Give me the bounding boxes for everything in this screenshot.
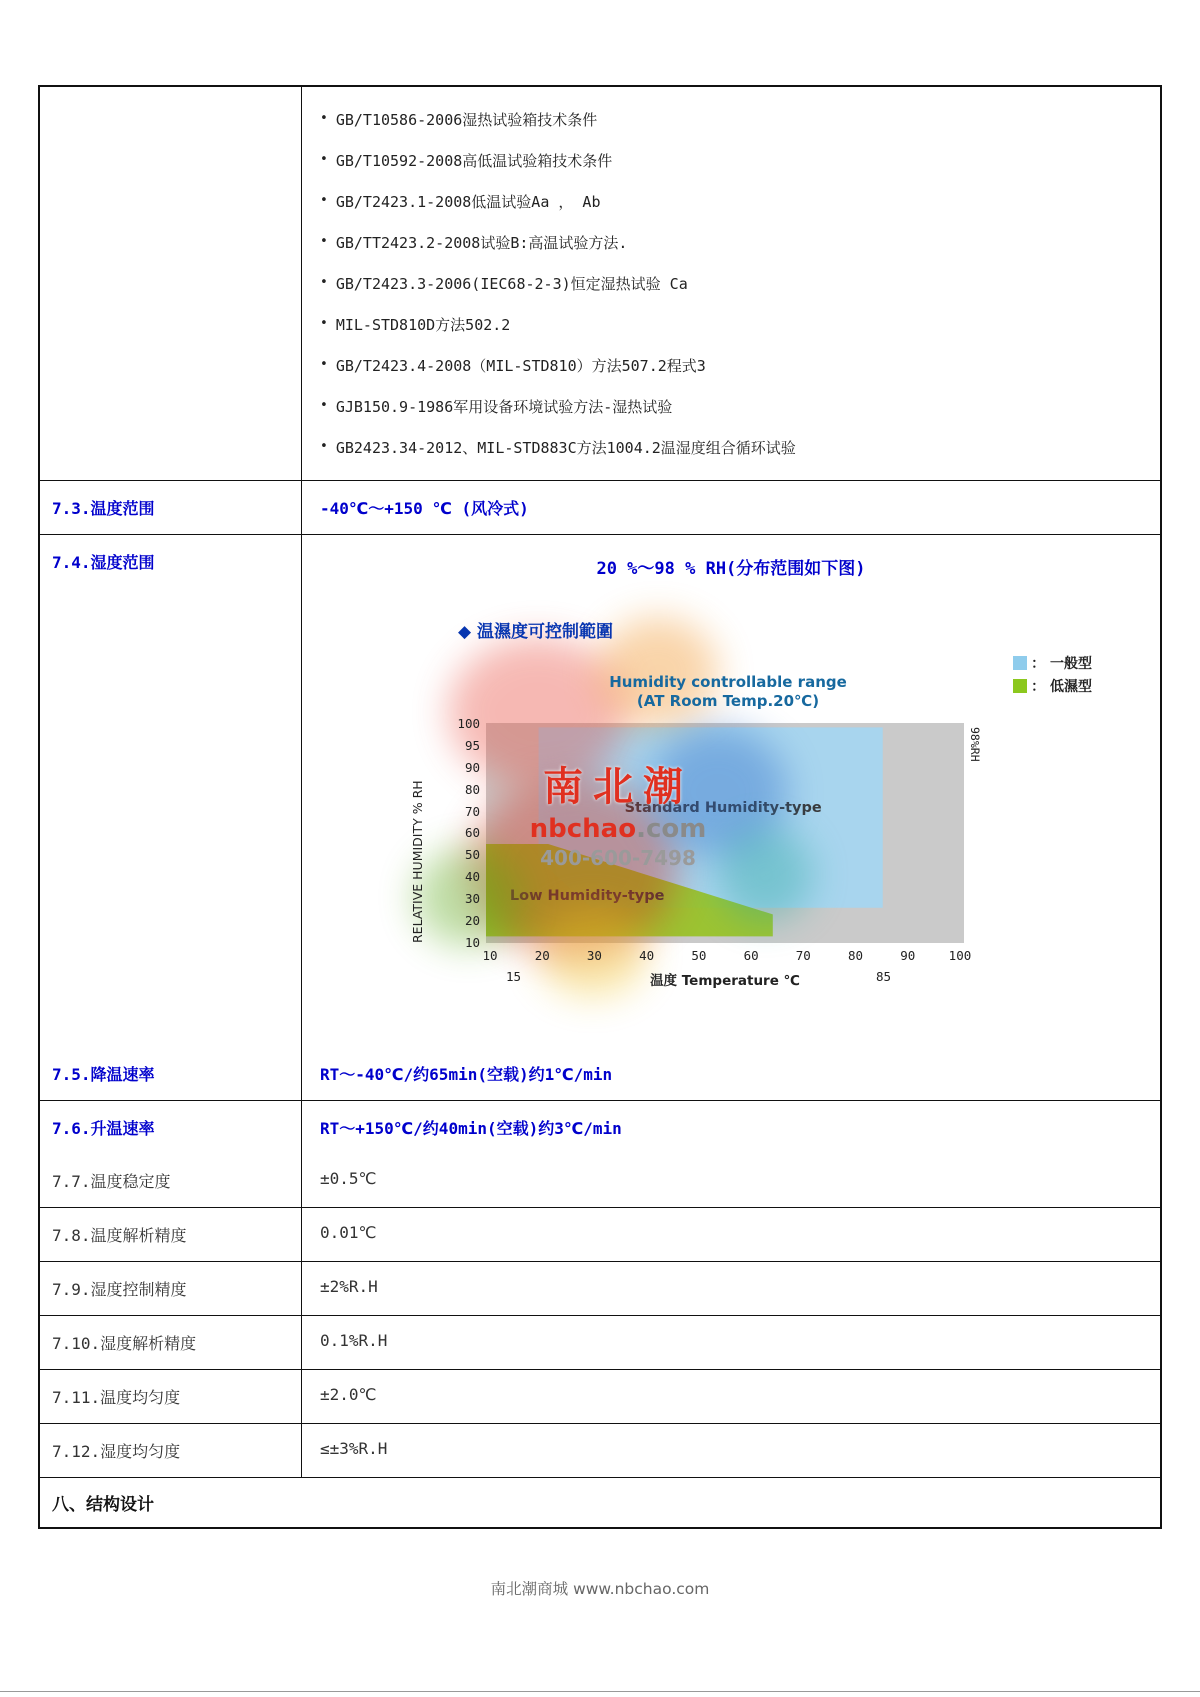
x-tick-15: 15 (506, 969, 522, 984)
bullet-icon: • (320, 439, 328, 454)
y-tick: 80 (464, 781, 480, 797)
spec-table (38, 85, 1162, 1529)
standard-list-item (320, 140, 1142, 181)
standard-text: GB/T2423.4-2008（MIL-STD810）方法507.2程式3 (335, 357, 706, 375)
legend-item-standard (1013, 651, 1092, 674)
spec-row (40, 1423, 1160, 1477)
spec-row-label: 7.12.湿度均匀度 (40, 1424, 302, 1477)
chart-regions (486, 723, 964, 943)
page-footer: 南北潮商城 www.nbchao.com (490, 1580, 710, 1598)
x-tick: 40 (639, 948, 655, 963)
spec-row-value: 0.1%R.H (320, 1331, 388, 1350)
standard-text: MIL-STD810D方法502.2 (335, 316, 511, 334)
spec-row-label: 7.7.温度稳定度 (40, 1154, 302, 1207)
temp-range-label: 7.3.温度范围 (40, 481, 302, 534)
standards-row (40, 87, 1160, 480)
y-axis-label: RELATIVE HUMIDITY % RH (410, 780, 425, 943)
watermark-name: 南北潮 (543, 764, 693, 810)
chart-plot-area (486, 723, 964, 943)
chart-subtitle-line2: (AT Room Temp.20℃) (636, 692, 820, 710)
x-tick: 80 (848, 948, 864, 963)
x-tick: 60 (743, 948, 759, 963)
standard-list-item (320, 386, 1142, 427)
max-humidity-label: 98%RH (968, 727, 982, 762)
plain-spec-rows (40, 1154, 1160, 1477)
standard-text: GB/T10592-2008高低温试验箱技术条件 (335, 152, 613, 170)
blue-spec-rows (40, 1047, 1160, 1154)
y-tick: 30 (464, 891, 480, 907)
chart-subtitle (558, 673, 898, 711)
spec-row (40, 1154, 1160, 1207)
spec-row (40, 1369, 1160, 1423)
standard-text: GB/T2423.1-2008低温试验Aa ， Ab (335, 193, 601, 211)
spec-row (40, 1047, 1160, 1100)
humidity-range-value: 20 %～98 % RH(分布范围如下图) (596, 559, 866, 579)
watermark-phone: 400-600-7498 (540, 846, 696, 870)
standard-list-item (320, 99, 1142, 140)
temp-range-row (40, 480, 1160, 534)
spec-row-label: 7.10.湿度解析精度 (40, 1316, 302, 1369)
low-region-label: Low Humidity-type (509, 888, 665, 904)
x-tick: 20 (534, 948, 550, 963)
spec-row-value: ±0.5℃ (320, 1169, 377, 1188)
bullet-icon: • (320, 111, 328, 126)
y-tick: 50 (464, 847, 480, 863)
spec-row-label: 7.9.湿度控制精度 (40, 1262, 302, 1315)
y-tick: 20 (464, 913, 480, 929)
spec-row-value: ±2%R.H (320, 1277, 378, 1296)
spec-row-value: ±2.0℃ (320, 1385, 377, 1404)
spec-row-label: 7.11.温度均匀度 (40, 1370, 302, 1423)
section-heading-row: 八、结构设计 (40, 1477, 1160, 1527)
x-tick: 100 (948, 948, 972, 963)
legend-swatch-blue-icon (1013, 656, 1027, 670)
spec-row (40, 1315, 1160, 1369)
y-tick: 95 (464, 737, 480, 753)
bullet-icon: • (320, 275, 328, 290)
standard-list-item (320, 345, 1142, 386)
spec-row-value: RT～+150℃/约40min(空载)约3℃/min (320, 1119, 622, 1138)
y-tick: 10 (464, 934, 480, 950)
bullet-icon: • (320, 234, 328, 249)
x-tick: 30 (586, 948, 602, 963)
humidity-chart (408, 617, 1098, 1022)
standard-text: GB/TT2423.2-2008试验B:高温试验方法. (335, 234, 628, 252)
temp-range-value: -40℃～+150 ℃ (风冷式) (320, 499, 529, 518)
y-axis-ticks (448, 716, 480, 950)
y-tick: 100 (457, 716, 480, 731)
standard-list-item (320, 222, 1142, 263)
standard-text: GJB150.9-1986军用设备环境试验方法-湿热试验 (335, 398, 673, 416)
x-tick: 90 (900, 948, 916, 963)
standard-list-item (320, 304, 1142, 345)
page-bottom-rule (0, 1691, 1200, 1692)
spec-row (40, 1100, 1160, 1154)
x-tick: 50 (691, 948, 707, 963)
spec-row-value: 0.01℃ (320, 1223, 377, 1242)
x-tick: 10 (482, 948, 498, 963)
chart-title: ◆ 温濕度可控制範圍 (458, 622, 613, 642)
chart-subtitle-line1: Humidity controllable range (609, 673, 847, 691)
spec-row (40, 1261, 1160, 1315)
spec-row-label: 7.8.温度解析精度 (40, 1208, 302, 1261)
bullet-icon: • (320, 193, 328, 208)
spec-row-label: 7.5.降温速率 (40, 1047, 302, 1100)
chart-legend (1013, 651, 1092, 697)
bullet-icon: • (320, 316, 328, 331)
spec-row-value: RT～-40℃/约65min(空载)约1℃/min (320, 1065, 613, 1084)
standard-text: GB/T2423.3-2006(IEC68-2-3)恒定湿热试验 Ca (335, 275, 688, 293)
standard-text: GB/T10586-2006湿热试验箱技术条件 (335, 111, 598, 129)
legend-label-low: ： 低濕型 (1031, 678, 1092, 695)
x-axis-ticks (478, 948, 972, 963)
spec-row (40, 1207, 1160, 1261)
humidity-range-cell (302, 535, 1160, 1047)
y-tick: 90 (464, 759, 480, 775)
spec-row-value: ≤±3%R.H (320, 1439, 388, 1458)
standard-region-label: Standard Humidity-type (624, 800, 822, 816)
humidity-range-row (40, 534, 1160, 1047)
humidity-range-label: 7.4.湿度范围 (40, 535, 302, 1047)
bullet-icon: • (320, 152, 328, 167)
standards-list (302, 87, 1160, 480)
x-tick-85: 85 (876, 969, 892, 984)
bullet-icon: • (320, 357, 328, 372)
legend-label-standard: ： 一般型 (1031, 655, 1092, 672)
legend-swatch-green-icon (1013, 679, 1027, 693)
watermark-domain-gray: .com (636, 814, 707, 844)
y-tick: 40 (464, 869, 480, 885)
standard-list-item (320, 427, 1142, 468)
x-tick: 70 (795, 948, 811, 963)
standard-text: GB2423.34-2012、MIL-STD883C方法1004.2温湿度组合循环试验 (335, 439, 796, 457)
x-axis-label: 温度 Temperature ℃ (650, 973, 800, 989)
standard-list-item (320, 181, 1142, 222)
bullet-icon: • (320, 398, 328, 413)
watermark-domain-red: nbchao (529, 814, 637, 844)
y-tick: 70 (464, 803, 480, 819)
standard-list-item (320, 263, 1142, 304)
legend-item-low (1013, 674, 1092, 697)
y-tick: 60 (464, 825, 480, 841)
spec-row-label: 7.6.升温速率 (40, 1101, 302, 1154)
standards-label-cell (40, 87, 302, 480)
